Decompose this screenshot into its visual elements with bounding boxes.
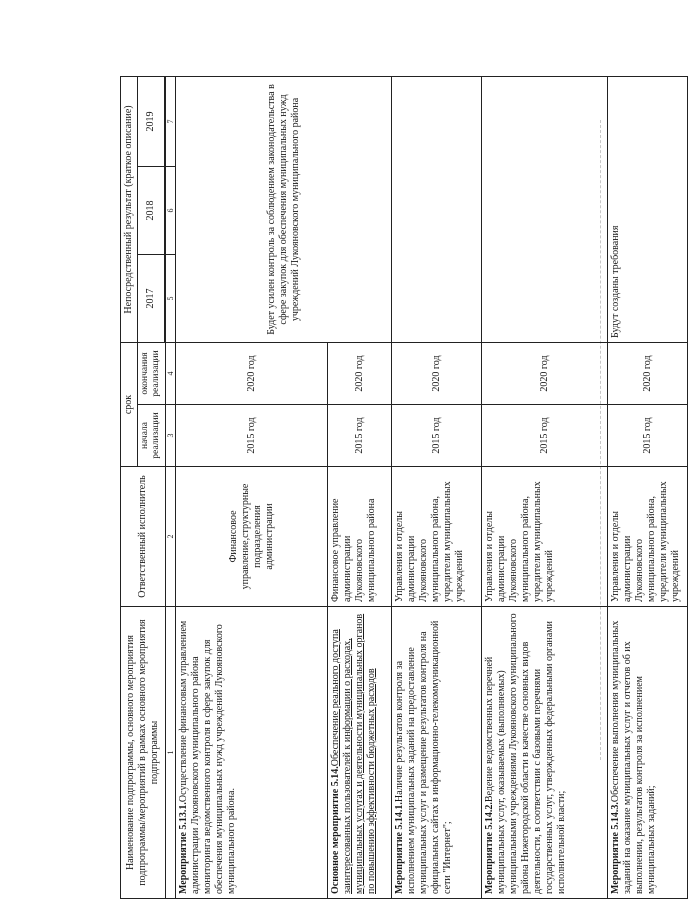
result-cell <box>482 76 608 342</box>
measure-lead: Мероприятие 5.14.1. <box>394 802 406 894</box>
col-number: 5 <box>165 254 176 342</box>
end-cell: 2020 год <box>392 342 482 404</box>
table-row <box>608 76 688 898</box>
measure-lead: Мероприятие 5.13.1. <box>178 802 190 894</box>
measure-lead: Мероприятие 5.14.3. <box>610 802 622 894</box>
measure-lead: Мероприятие 5.14.2. <box>484 802 496 894</box>
header-start: начала реализации <box>138 405 166 467</box>
header-srok: срок <box>121 342 138 466</box>
col-number: 4 <box>165 342 176 404</box>
measure-name-cell <box>482 607 608 899</box>
start-cell: 2015 год <box>482 405 608 467</box>
measure-name-cell <box>392 607 482 899</box>
header-end: окончания реализации <box>138 342 166 404</box>
header-row-1 <box>121 76 138 898</box>
header-executor: Ответственный исполнитель <box>121 467 166 607</box>
table-row <box>392 76 482 898</box>
col-number: 2 <box>165 467 176 607</box>
executor-cell: Управления и отделы администрации Лукояновского муниципального района, учредители муниципальных учреждений <box>608 467 688 607</box>
measure-name-cell <box>328 607 392 899</box>
measure-lead: Основное мероприятие 5.14. <box>330 766 342 894</box>
table-row <box>176 76 328 898</box>
result-cell: Будет усилен контроль за соблюдением законодательства в сфере закупок для обеспечения муниципальных нужд учреждений Лукояновского муниципального района <box>176 76 392 342</box>
rotated-table-sheet <box>120 77 682 899</box>
start-cell: 2015 год <box>328 405 392 467</box>
result-cell <box>392 76 482 342</box>
measure-text: Осуществление финансовым управлением администрации Лукояновского муниципального района мониторинга ведомственного контроля в сфере закупок для обеспечения муниципальных нужд учреждений Лукояновского муниципального района. <box>178 620 238 894</box>
executor-cell: Управления и отделы администрации Лукояновского муниципального района, учредители муниципальных учреждений <box>482 467 608 607</box>
executor-cell: Финансовое управление,структурные подразделения администрации <box>176 467 328 607</box>
end-cell: 2020 год <box>176 342 328 404</box>
start-cell: 2015 год <box>392 405 482 467</box>
col-number: 7 <box>165 76 176 166</box>
measure-text: Обеспечение выполнения муниципальных заданий на оказание муниципальных услуг и отчетов об их выполнении, результатов контроля за исполнением муниципальных заданий; <box>610 620 658 894</box>
end-cell: 2020 год <box>328 342 392 404</box>
start-cell: 2015 год <box>176 405 328 467</box>
measure-name-cell <box>176 607 328 899</box>
header-result: Непосредственный результат (краткое описание) <box>121 76 138 342</box>
header-name: Наименование подпрограммы, основного мероприятия подпрограммы/мероприятий в рамках основного мероприятия подпрограммы <box>121 607 166 899</box>
measure-name-cell <box>608 607 688 899</box>
measure-text: Ведение ведомственных перечней муниципальных услуг, оказываемых (выполняемых) муниципальными учреждениями Лукояновского муниципального района Нижегородской области в качестве основных видов деятельности, в соответствии с базовыми перечнями государственных услуг, утвержденных федеральными органами исполнительной власти; <box>484 613 568 894</box>
header-year-2017: 2017 <box>138 254 165 342</box>
executor-cell: Финансовое управление администрации Лукояновского муниципального района <box>328 467 392 607</box>
measure-text: Наличие результатов контроля за исполнением муниципальных заданий на предоставление муниципальных услуг и размещение результатов контроля на официальных сайтах в информационно-телекоммуникационной сети "Интернет"; <box>394 620 454 894</box>
measure-text: Обеспечение реального доступа заинтересованных пользователей к информации о расходах, муниципальных услугах и деятельности муниципальных органов по повышению эффективности бюджетных расходов <box>330 613 378 894</box>
executor-cell: Управления и отделы администрации Лукояновского муниципального района, учредители муниципальных учреждений <box>392 467 482 607</box>
measures-table <box>120 76 688 899</box>
header-year-2018: 2018 <box>138 166 165 254</box>
header-year-2019: 2019 <box>138 76 165 166</box>
col-number: 6 <box>165 166 176 254</box>
table-row <box>482 76 608 898</box>
end-cell: 2020 год <box>482 342 608 404</box>
col-number: 1 <box>165 607 176 899</box>
result-cell: Будут созданы требования <box>608 76 688 342</box>
col-number: 3 <box>165 405 176 467</box>
end-cell: 2020 год <box>608 342 688 404</box>
start-cell: 2015 год <box>608 405 688 467</box>
column-numbers-row <box>165 76 176 898</box>
